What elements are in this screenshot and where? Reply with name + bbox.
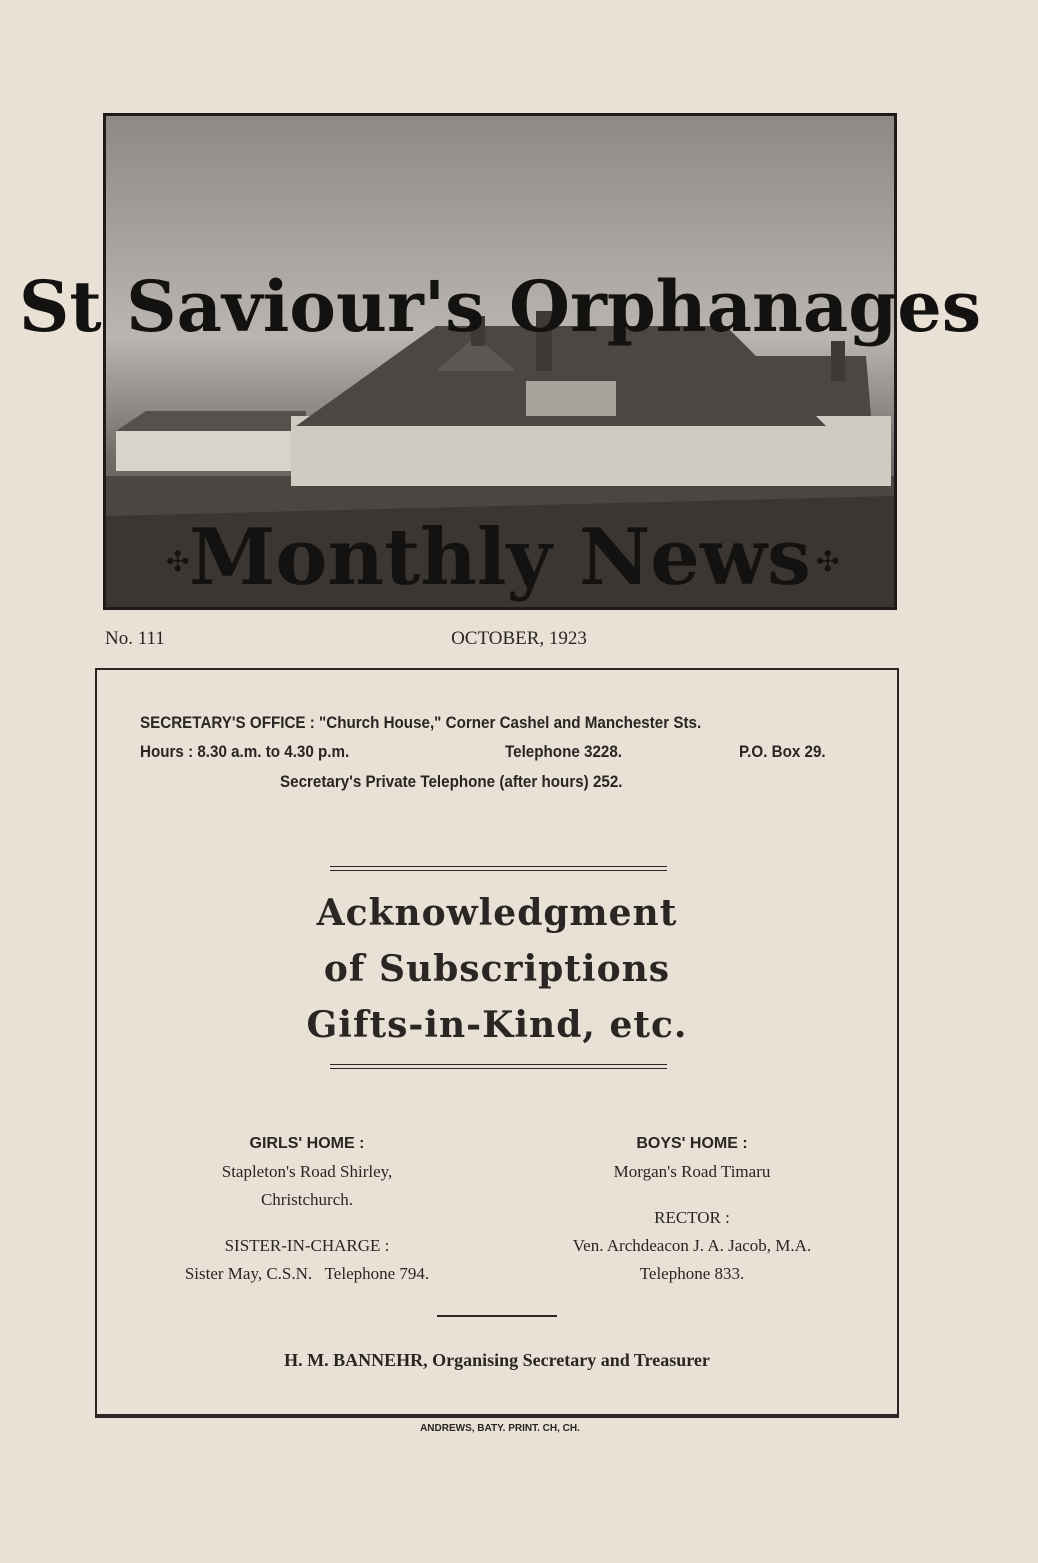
- info-box: [95, 668, 899, 1418]
- office-telephone: Telephone 3228.: [505, 743, 622, 761]
- office-address: SECRETARY'S OFFICE : "Church House," Corner Cashel and Manchester Sts.: [140, 714, 702, 732]
- girls-home-contact: Sister May, C.S.N. Telephone 794.: [184, 1264, 430, 1283]
- private-telephone: Secretary's Private Telephone (after hours) 252.: [280, 773, 623, 791]
- fleur-icon: ✣: [166, 547, 190, 578]
- boys-home-role: RECTOR :: [654, 1208, 730, 1227]
- girls-home-role: SISTER-IN-CHARGE :: [224, 1236, 390, 1255]
- office-hours: Hours : 8.30 a.m. to 4.30 p.m.: [140, 743, 350, 761]
- divider: [437, 1315, 557, 1317]
- issue-number: No. 111: [105, 628, 165, 649]
- boys-home: [507, 1130, 877, 1288]
- divider: [330, 1064, 667, 1069]
- heading-line: Acknowledgment: [316, 892, 678, 934]
- boys-home-phone: Telephone 833.: [639, 1264, 745, 1283]
- girls-home-title: GIRLS' HOME :: [249, 1135, 365, 1152]
- heading-line: Gifts-in-Kind, etc.: [306, 1004, 688, 1046]
- issue-date: OCTOBER, 1923: [451, 628, 587, 649]
- orphanage-building-picture: [18, 116, 982, 607]
- masthead-subtitle: Monthly News: [189, 512, 811, 603]
- divider: [330, 866, 667, 871]
- boys-home-contact: Ven. Archdeacon J. A. Jacob, M.A.: [572, 1236, 812, 1255]
- secretary-credit: H. M. BANNEHR, Organising Secretary and Treasurer: [284, 1350, 710, 1370]
- boys-home-title: BOYS' HOME :: [636, 1135, 748, 1152]
- heading-line: of Subscriptions: [323, 948, 671, 990]
- girls-home-address: Stapleton's Road Shirley,: [221, 1162, 393, 1181]
- printer-credit: ANDREWS, BATY. PRINT. CH, CH.: [420, 1423, 580, 1434]
- po-box: P.O. Box 29.: [739, 743, 826, 761]
- girls-home-address: Christchurch.: [260, 1190, 354, 1209]
- masthead-illustration: [18, 113, 982, 610]
- masthead-title: St Saviour's Orphanages: [18, 265, 982, 348]
- fleur-icon: ✣: [816, 547, 840, 578]
- girls-home: [117, 1130, 497, 1288]
- boys-home-address: Morgan's Road Timaru: [613, 1162, 771, 1181]
